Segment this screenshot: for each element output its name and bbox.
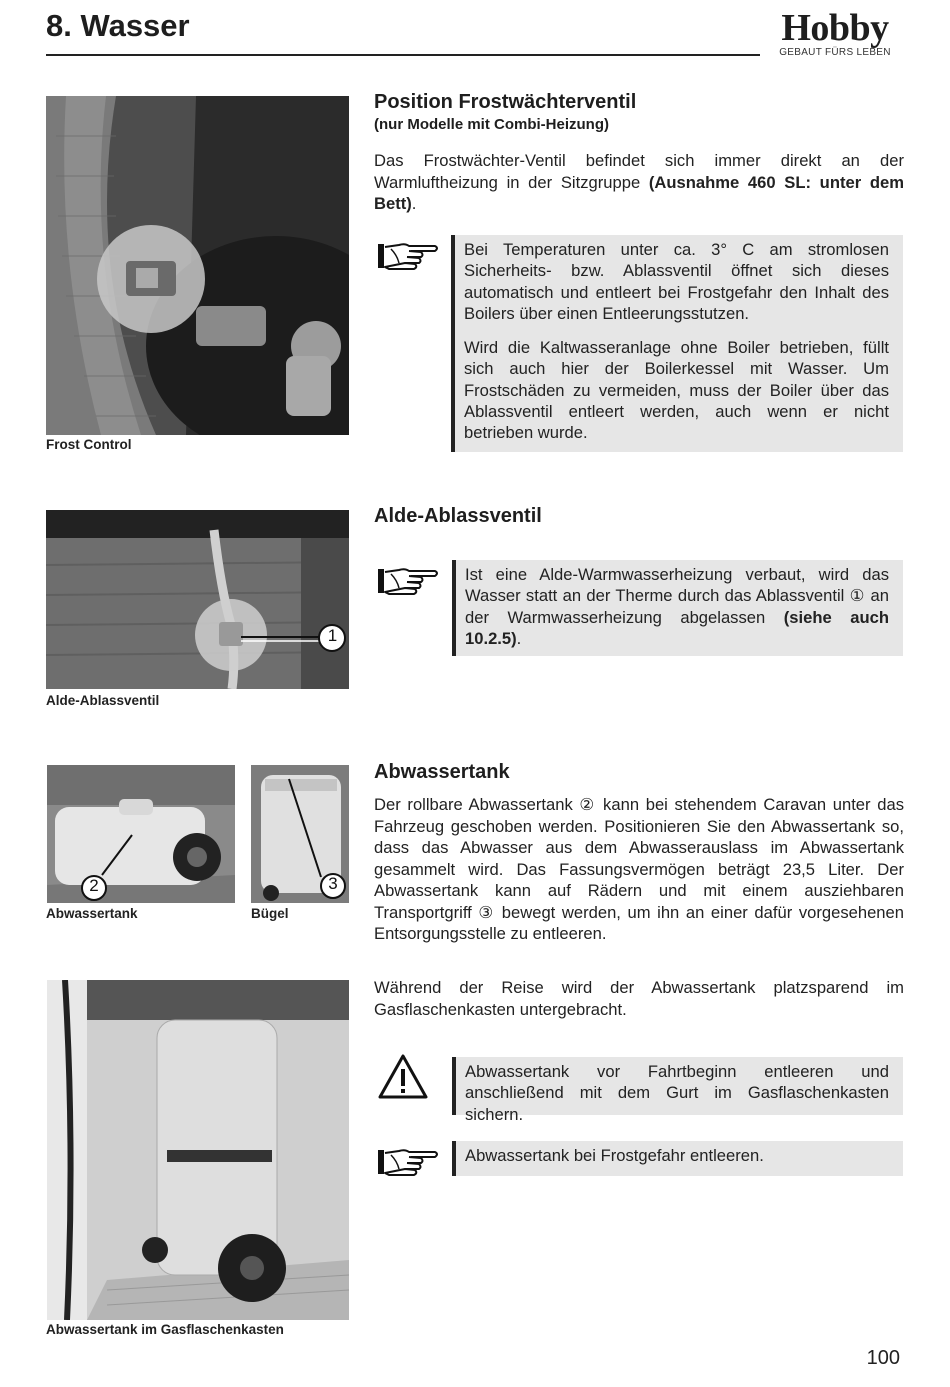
pointing-hand-icon xyxy=(377,239,441,278)
alde-note-box xyxy=(452,560,903,656)
waste-tank-photo xyxy=(47,765,235,903)
pointing-hand-icon xyxy=(377,1145,441,1184)
header-rule xyxy=(46,54,760,56)
pointing-hand-icon xyxy=(377,564,441,603)
frost-note-p1: Bei Temperaturen unter ca. 3° C am stromlosen Sicherheits- bzw. Ablassventil öffnet sich dieses automatisch und entleert bei Frostgefahr den Inhalt des Boilers über einen Entleerungsstutzen. xyxy=(464,240,889,323)
frost-description-text: Das Frostwächter-Ventil befindet sich immer direkt an der Warmluftheizung in der Sitzgruppe xyxy=(374,151,904,192)
frost-description xyxy=(374,150,904,215)
frost-description-end: . xyxy=(411,194,417,213)
frost-section-title: Position Frostwächterventil xyxy=(374,91,637,113)
page-number: 100 xyxy=(866,1347,900,1369)
tank-section-title: Abwassertank xyxy=(374,761,510,783)
alde-note-bold: (siehe auch 10.2.5) xyxy=(465,607,889,648)
callout-2: 2 xyxy=(89,876,99,895)
gas-photo-caption: Abwassertank im Gasflaschenkasten xyxy=(46,1322,284,1337)
brand-logo xyxy=(764,6,906,62)
frost-control-photo xyxy=(46,96,349,435)
tank-warning-text: Abwassertank vor Fahrtbeginn entleeren und anschließend mit dem Gurt im Gasflaschenkasten sichern. xyxy=(465,1062,889,1124)
tank-frost-note-box xyxy=(452,1141,903,1176)
alde-note-text xyxy=(465,564,889,649)
alde-photo-caption: Alde-Ablassventil xyxy=(46,693,160,708)
frost-note-box xyxy=(451,235,903,452)
alde-valve-photo xyxy=(46,510,349,689)
alde-note-end: . xyxy=(516,628,522,648)
tank-photo-caption: Abwassertank xyxy=(46,906,138,921)
tank-warning-box xyxy=(452,1057,903,1124)
callout-1: 1 xyxy=(327,626,338,645)
tank-description: Der rollbare Abwassertank ② kann bei stehendem Caravan unter das Fahrzeug geschoben werden. Positionieren Sie den Abwassertank so, dass das Abwasser aus dem Abwasserauslass im Abwassertank gesammelt wird. Das Fassungsvermögen beträgt 23,5 Liter. Der Abwassertank kann auf Rädern und mit einem ausziehbaren Transportgriff ③ bewegt werden, um ihn an einer dafür vorgesehenen Entsorgungsstelle zu entleeren. xyxy=(374,795,904,943)
brand-name: Hobby xyxy=(781,7,889,49)
frost-section-subtitle: (nur Modelle mit Combi-Heizung) xyxy=(374,116,609,133)
chapter-title: 8. Wasser xyxy=(46,8,190,43)
brand-tagline: GEBAUT FÜRS LEBEN xyxy=(779,47,891,58)
alde-section-title: Alde-Ablassventil xyxy=(374,505,542,527)
frost-photo-caption: Frost Control xyxy=(46,437,132,452)
alde-note-main: Ist eine Alde-Warmwasserheizung verbaut, wird das Wasser statt an der Therme durch das Ablassventil ① an der Warmwasserheizung abgelassen xyxy=(465,565,889,627)
tank-frost-note-text: Abwassertank bei Frostgefahr entleeren. xyxy=(465,1146,764,1165)
gas-compartment-photo xyxy=(47,980,349,1320)
warning-triangle-icon xyxy=(377,1053,429,1106)
handle-photo-caption: Bügel xyxy=(251,906,289,921)
tank-travel-text: Während der Reise wird der Abwassertank platzsparend im Gasflaschenkasten untergebracht. xyxy=(374,978,904,1019)
callout-3: 3 xyxy=(328,874,338,893)
frost-note-p2: Wird die Kaltwasseranlage ohne Boiler betrieben, füllt sich auch hier der Boilerkessel mit Wasser. Um Frostschäden zu vermeiden, muss der Boiler über das Ablassventil entleert werden, auch wenn er nicht betrieben wurde. xyxy=(464,338,889,443)
frost-description-bold: (Ausnahme 460 SL: unter dem Bett) xyxy=(374,172,904,213)
handle-photo xyxy=(251,765,349,903)
